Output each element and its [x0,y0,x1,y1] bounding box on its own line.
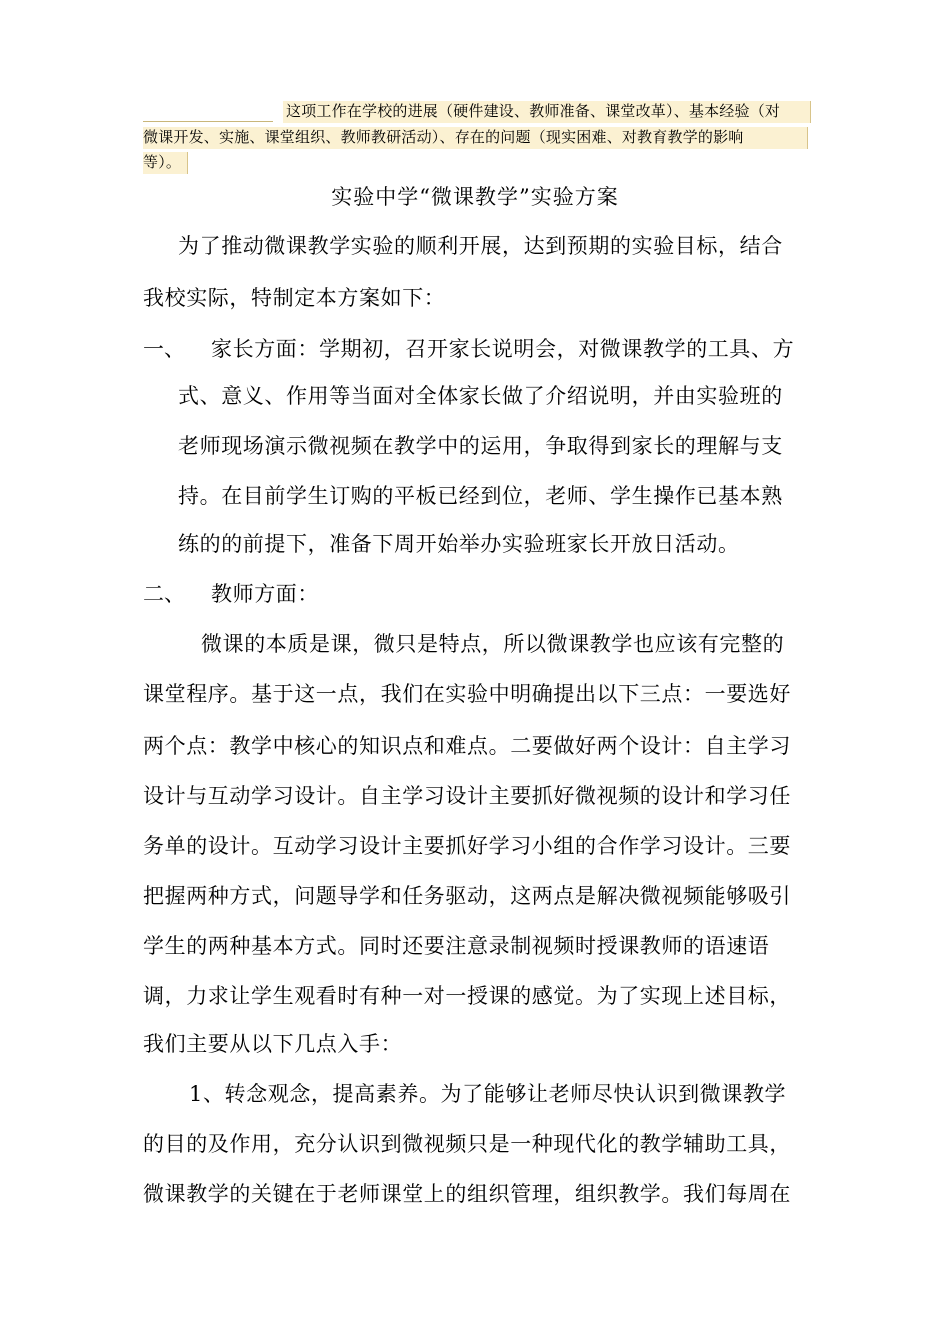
section-2-para-line: 我们主要从以下几点入手： [143,1032,403,1056]
note-underline [143,121,273,122]
note-line-2: 微课开发、实施、课堂组织、教师教研活动）、存在的问题（现实困难、对教育教学的影响 [143,127,808,149]
section-2-para-line: 课堂程序。基于这一点，我们在实验中明确提出以下三点：一要选好 [143,682,791,706]
document-title: 实验中学“微课教学”实验方案 [331,185,619,209]
section-2-para-line: 把握两种方式，问题导学和任务驱动，这两点是解决微视频能够吸引 [143,884,791,908]
section-2-para-line: 设计与互动学习设计。自主学习设计主要抓好微视频的设计和学习任 [143,784,791,808]
section-2-para-line: 两个点：教学中核心的知识点和难点。二要做好两个设计：自主学习 [143,734,791,758]
section-2-marker: 二、 [143,582,185,606]
section-1-line-4: 持。在目前学生订购的平板已经到位，老师、学生操作已基本熟 [178,484,783,508]
section-1-line-5: 练的的前提下，准备下周开始举办实验班家长开放日活动。 [178,532,740,556]
section-2-para-line: 微课的本质是课，微只是特点，所以微课教学也应该有完整的 [201,632,785,656]
item-1-line-1: 1、转念观念，提高素养。为了能够让老师尽快认识到微课教学 [189,1082,787,1106]
item-1-line-2: 的目的及作用，充分认识到微视频只是一种现代化的教学辅助工具， [143,1132,791,1156]
section-2-heading: 教师方面： [211,582,319,606]
section-1-marker: 一、 [143,337,185,361]
intro-line-1: 为了推动微课教学实验的顺利开展，达到预期的实验目标，结合 [178,234,783,258]
section-1-line-1: 家长方面：学期初，召开家长说明会，对微课教学的工具、方 [211,337,795,361]
item-1-line-3: 微课教学的关键在于老师课堂上的组织管理，组织教学。我们每周在 [143,1182,791,1206]
section-1-line-3: 老师现场演示微视频在教学中的运用，争取得到家长的理解与支 [178,434,783,458]
section-2-para-line: 调，力求让学生观看时有种一对一授课的感觉。为了实现上述目标， [143,984,791,1008]
note-line-1: 这项工作在学校的进展（硬件建设、教师准备、课堂改革）、基本经验（对 [283,101,811,123]
note-line-3: 等）。 [143,152,188,174]
section-2-para-line: 务单的设计。互动学习设计主要抓好学习小组的合作学习设计。三要 [143,834,791,858]
intro-line-2: 我校实际，特制定本方案如下： [143,286,446,310]
section-1-line-2: 式、意义、作用等当面对全体家长做了介绍说明，并由实验班的 [178,384,783,408]
section-2-para-line: 学生的两种基本方式。同时还要注意录制视频时授课教师的语速语 [143,934,770,958]
